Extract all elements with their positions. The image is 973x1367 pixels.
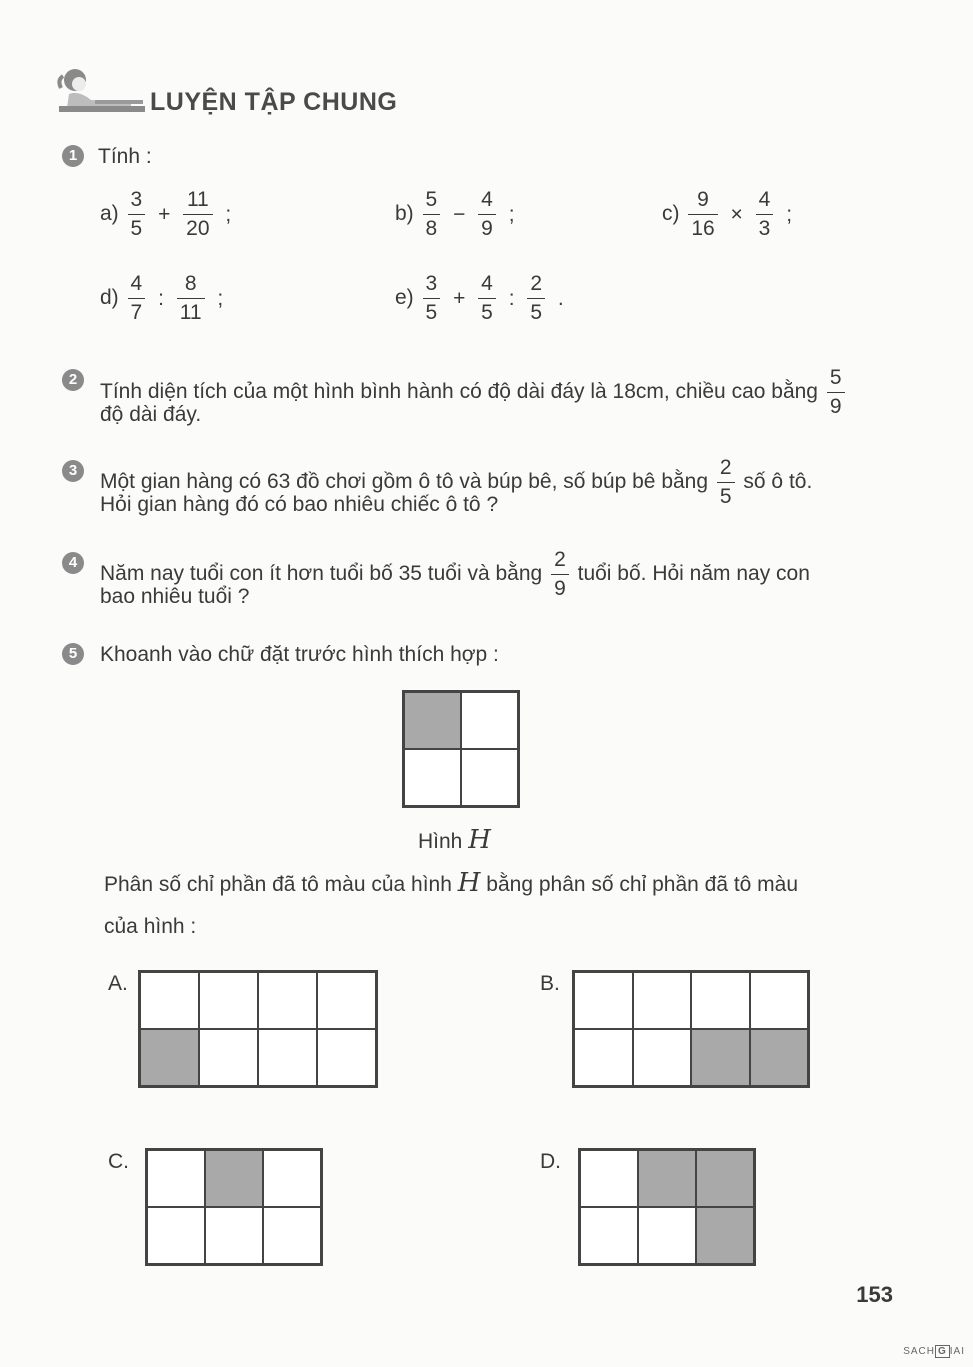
figure-h — [402, 690, 520, 808]
expr-e: e) $\frac{3}{5}$ + $\frac{4}{5}$ : $\frac{2}{5}$ . — [395, 272, 564, 324]
figure-h-cell — [461, 749, 518, 806]
option-b-label[interactable]: B. — [540, 972, 560, 995]
exercise-3-line1: Một gian hàng có 63 đồ chơi gồm ô tô và búp bê, số búp bê bằng $\frac{2}{5}$ số ô tô. — [100, 456, 813, 508]
figure-h-caption: Hình H — [418, 825, 491, 855]
option-b-cell — [633, 972, 692, 1029]
option-d-figure[interactable] — [578, 1148, 756, 1266]
page-number: 153 — [856, 1282, 893, 1307]
option-c-figure[interactable] — [145, 1148, 323, 1266]
option-b-cell — [691, 972, 750, 1029]
option-c-cell — [205, 1207, 263, 1264]
exercise-4-line1: Năm nay tuổi con ít hơn tuổi bố 35 tuổi và bằng $\frac{2}{9}$ tuổi bố. Hỏi năm nay con — [100, 548, 810, 600]
option-b-shaded-cell — [691, 1029, 750, 1086]
option-a-cell — [199, 972, 258, 1029]
exercise-5-line2: của hình : — [104, 915, 197, 938]
option-d-cell — [580, 1207, 638, 1264]
option-a-cell — [317, 972, 376, 1029]
expr-d: d) $\frac{4}{7}$ : $\frac{8}{11}$ ; — [100, 272, 224, 324]
expr-b: b) $\frac{5}{8}$ − $\frac{4}{9}$ ; — [395, 188, 515, 240]
option-a-cell — [258, 1029, 317, 1086]
figure-h-cell — [461, 692, 518, 749]
option-d-cell — [580, 1150, 638, 1207]
option-d-shaded-cell — [696, 1207, 754, 1264]
figure-h-shaded-cell — [404, 692, 461, 749]
option-a-cell — [140, 972, 199, 1029]
exercise-1-number: 1 — [62, 145, 84, 167]
option-b-cell — [633, 1029, 692, 1086]
girl-reading-icon — [55, 62, 147, 118]
option-c-cell — [263, 1207, 321, 1264]
option-a-shaded-cell — [140, 1029, 199, 1086]
option-a-cell — [317, 1029, 376, 1086]
exercise-5-prompt: Khoanh vào chữ đặt trước hình thích hợp : — [100, 643, 499, 666]
exercise-3-number: 3 — [62, 460, 84, 482]
exercise-1-prompt: Tính : — [98, 145, 152, 168]
figure-h-cell — [404, 749, 461, 806]
option-d-cell — [638, 1207, 696, 1264]
option-a-cell — [199, 1029, 258, 1086]
option-b-cell — [750, 972, 809, 1029]
option-c-cell — [147, 1207, 205, 1264]
watermark: SACH G IAI — [903, 1346, 965, 1357]
exercise-4-number: 4 — [62, 552, 84, 574]
option-d-label[interactable]: D. — [540, 1150, 561, 1173]
option-c-label[interactable]: C. — [108, 1150, 129, 1173]
exercise-2-line2: độ dài đáy. — [100, 403, 202, 426]
option-c-cell — [147, 1150, 205, 1207]
page-title: LUYỆN TẬP CHUNG — [150, 88, 398, 116]
option-b-cell — [574, 972, 633, 1029]
option-d-shaded-cell — [696, 1150, 754, 1207]
expr-c: c) $\frac{9}{16}$ × $\frac{4}{3}$ ; — [662, 188, 793, 240]
option-b-figure[interactable] — [572, 970, 810, 1088]
exercise-4-line2: bao nhiêu tuổi ? — [100, 585, 250, 608]
option-c-cell — [263, 1150, 321, 1207]
option-b-cell — [574, 1029, 633, 1086]
option-b-shaded-cell — [750, 1029, 809, 1086]
option-a-label[interactable]: A. — [108, 972, 128, 995]
option-a-figure[interactable] — [138, 970, 378, 1088]
option-a-cell — [258, 972, 317, 1029]
exercise-5-number: 5 — [62, 643, 84, 665]
exercise-2-line1: Tính diện tích của một hình bình hành có độ dài đáy là 18cm, chiều cao bằng $\frac{5}{9}$ — [100, 366, 848, 419]
expr-a: a) $\frac{3}{5}$ + $\frac{11}{20}$ ; — [100, 188, 232, 240]
option-c-shaded-cell — [205, 1150, 263, 1207]
exercise-5-line1: Phân số chỉ phần đã tô màu của hình H bằng phân số chỉ phần đã tô màu — [104, 868, 799, 898]
exercise-3-line2: Hỏi gian hàng đó có bao nhiêu chiếc ô tô ? — [100, 493, 499, 516]
exercise-2-number: 2 — [62, 369, 84, 391]
option-d-shaded-cell — [638, 1150, 696, 1207]
